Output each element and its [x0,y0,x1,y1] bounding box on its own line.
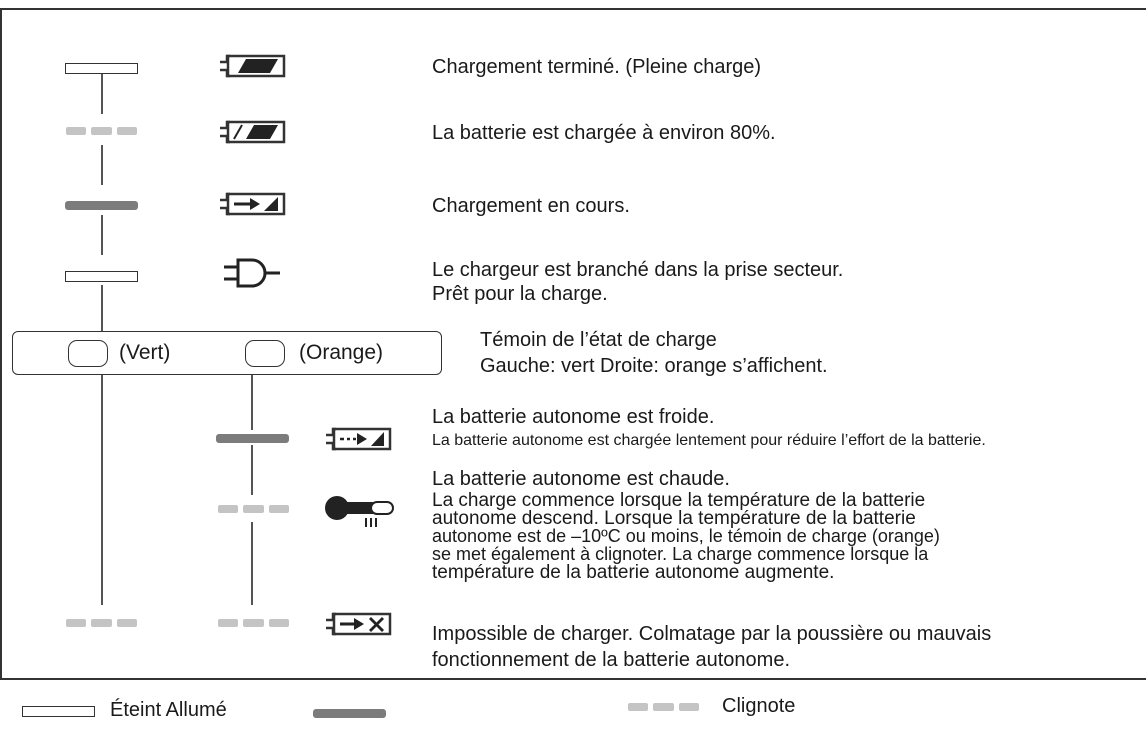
legend-blink-swatch [628,703,699,711]
indicator-on [216,434,289,443]
battery-charging-icon [218,190,288,218]
lamp-legend-text: Témoin de l’état de charge [480,329,717,351]
row-text: fonctionnement de la batterie autonome. [432,649,791,671]
connector-line-top [101,285,103,331]
indicator-blink [218,619,289,627]
legend-on-swatch [313,709,386,718]
connector-line-orange [251,445,253,495]
connector-line-orange [251,375,253,430]
charge-error-icon [324,610,394,638]
green-lamp [68,340,108,367]
green-lamp-label: (Vert) [119,341,171,364]
row-text: Chargement en cours. [432,195,630,217]
thermometer-icon [323,494,395,530]
plug-icon [222,257,286,289]
connector-line-top [101,215,103,255]
slow-charge-icon [324,425,394,453]
row-text: Prêt pour la charge. [432,283,608,305]
row-text: La batterie autonome est chaude. [432,468,730,490]
row-detail: La batterie autonome est chargée lentement pour réduire l’effort de la batterie. [432,432,986,449]
lamp-legend [12,331,442,375]
connector-line-green [101,375,103,605]
connector-line-orange [251,522,253,605]
row-detail: autonome descend. Lorsque la température de la batterie [432,508,916,529]
indicator-blink [66,619,137,627]
row-text: La batterie est chargée à environ 80%. [432,122,776,144]
row-detail: température de la batterie autonome augmente. [432,562,835,583]
row-detail: se met également à clignoter. La charge commence lorsque la [432,544,929,564]
battery-80-icon [218,118,288,146]
indicator-off [65,271,138,282]
indicator-blink [66,127,137,135]
indicator-on [65,201,138,210]
row-text: La batterie autonome est froide. [432,406,715,428]
row-text: Chargement terminé. (Pleine charge) [432,56,762,78]
connector-line-top [101,145,103,185]
row-text: Le chargeur est branché dans la prise secteur. [432,259,844,281]
row-detail: autonome est de –10ºC ou moins, le témoin de charge (orange) [432,526,940,546]
indicator-off [65,63,138,74]
orange-lamp-label: (Orange) [299,341,384,364]
row-detail: La charge commence lorsque la température de la batterie [432,490,926,511]
legend-off-on-label: Éteint Allumé [110,699,227,721]
battery-full-icon [218,52,288,80]
row-text: Impossible de charger. Colmatage par la poussière ou mauvais [432,623,992,645]
legend-off-swatch [22,706,95,717]
lamp-legend-text: Gauche: vert Droite: orange s’affichent. [480,355,828,377]
connector-line-top [101,74,103,114]
indicator-blink [218,505,289,513]
orange-lamp [245,340,285,367]
legend-blink-label: Clignote [722,695,796,717]
